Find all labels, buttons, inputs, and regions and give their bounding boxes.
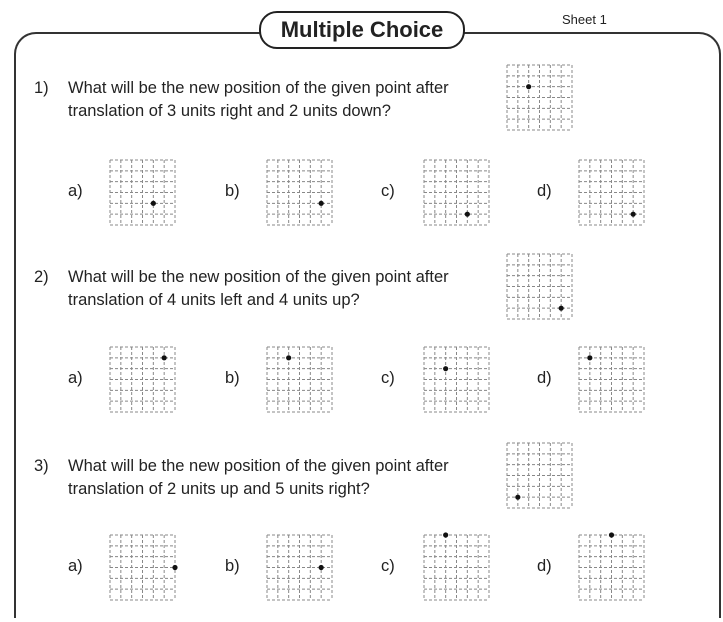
option-label[interactable]: d) [537,182,552,200]
grid-point [286,355,291,360]
option-label[interactable]: b) [225,182,240,200]
option-grid [110,347,175,412]
option-grid [579,160,644,225]
grid-point [162,355,167,360]
option-grid [267,160,332,225]
grid-point [319,565,324,570]
option-label[interactable]: c) [381,557,395,575]
given-point-grid [507,65,572,130]
grid-point [172,565,177,570]
question-number: 3) [34,457,49,475]
grid-point [443,366,448,371]
grid-point [526,84,531,89]
grid-point [631,212,636,217]
option-grid [579,535,644,600]
grid-point [515,495,520,500]
question-text: What will be the new position of the given point after translation of 4 units left and 4 units up? [68,268,449,309]
option-grid [424,347,489,412]
option-label[interactable]: b) [225,369,240,387]
grid-point [319,201,324,206]
option-label[interactable]: a) [68,182,83,200]
grid-point [151,201,156,206]
given-point-grid [507,254,572,319]
grid-point [587,355,592,360]
option-grid [267,347,332,412]
option-grid [579,347,644,412]
question-text: What will be the new position of the given point after translation of 3 units right and 2 units down? [68,79,449,120]
sheet-label: Sheet 1 [562,12,607,27]
option-label[interactable]: a) [68,369,83,387]
worksheet-title: Multiple Choice [259,11,465,49]
given-point-grid [507,443,572,508]
option-label[interactable]: c) [381,182,395,200]
question-number: 1) [34,79,49,97]
option-label[interactable]: c) [381,369,395,387]
option-grid [424,160,489,225]
option-label[interactable]: a) [68,557,83,575]
question-number: 2) [34,268,49,286]
grid-point [559,306,564,311]
option-label[interactable]: d) [537,557,552,575]
option-grid [110,535,175,600]
option-label[interactable]: b) [225,557,240,575]
grid-point [443,532,448,537]
grid-point [609,532,614,537]
option-grid [424,535,489,600]
grid-point [465,212,470,217]
option-grid [110,160,175,225]
option-label[interactable]: d) [537,369,552,387]
option-grid [267,535,332,600]
question-text: What will be the new position of the given point after translation of 2 units up and 5 units right? [68,457,449,498]
